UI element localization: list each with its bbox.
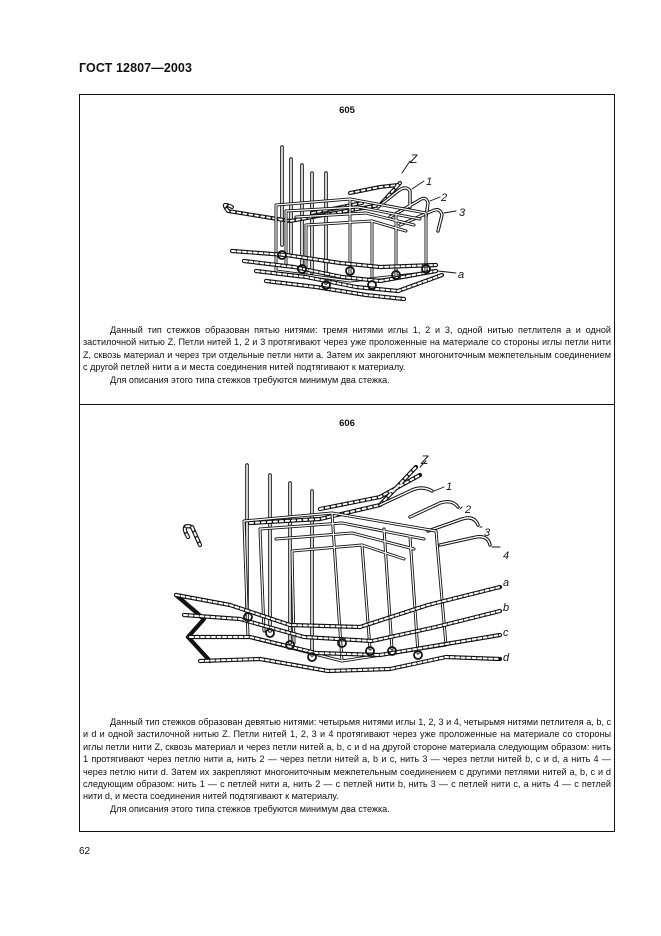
label-3: 3 [459,207,466,219]
stitch-description [83,716,611,815]
label-z: Z [410,152,418,166]
label-2: 2 [465,504,472,516]
stitch-table [79,94,615,832]
description-paragraph: Для описания этого типа стежков требуются минимум два стежка. [110,803,390,814]
description-paragraph: Данный тип стежков образован девятью нитями: четырьмя нитями иглы 1, 2, 3 и 4, четырьмя нитями петлителя a, b, c и d и одной застилочной нитью Z. Петли нитей 1, 2, 3 и 4 протягивают через уже проложенные на материале со стороны иглы петли нити Z, сквозь материал и через петли нитей a, b, c и d на другой стороне материала следующим образом: нить 1 протягивают через петлю нити a, нить 2 — через петли нитей a, b и c, нить 3 — через петли нитей b, c и d, а нить 4 — через петлю нити d. Затем их закрепляют многониточным межпетельным соединением с другими петлями нитей a, b, c и d следующим образом: нить 1 — с петлей нити a, нить 2 — с петлей нити b, нить 3 — с петлей нити c, а нить 4 — с петлей нити d, и места соединения нитей подтягивают к материалу. [83,717,611,802]
label-z: Z [421,453,429,467]
label-c: c [503,627,509,639]
label-b: b [503,602,510,614]
stitch-type-606 [80,404,614,833]
label-a: a [503,577,510,589]
label-3: 3 [484,527,491,539]
stitch-description [83,324,611,386]
label-4: 4 [503,550,510,562]
stitch-code: 605 [339,105,355,116]
stitch-type-605 [80,95,614,404]
label-2: 2 [441,192,448,204]
label-a: a [458,269,465,281]
description-paragraph: Для описания этого типа стежков требуются минимум два стежка. [110,374,390,385]
stitch-diagram-606 [80,405,616,705]
document-header: ГОСТ 12807—2003 [79,61,193,75]
label-1: 1 [426,176,433,188]
page-number: 62 [79,846,91,857]
label-1: 1 [446,481,453,493]
description-paragraph: Данный тип стежков образован пятью нитями: тремя нитями иглы 1, 2 и 3, одной нитью петлителя a и одной застилочной нитью Z. Петли нитей 1, 2 и 3 протягивают через уже проложенные на материале со стороны иглы петли нити Z, сквозь материал и через три отдельные петли нити a. Затем их закрепляют многониточным межпетельным соединением с другой петлей нити a и места соединения нитей подтягивают к материалу. [83,325,611,373]
label-d: d [503,652,510,664]
stitch-diagram-605 [80,95,616,310]
stitch-code: 606 [339,418,355,429]
